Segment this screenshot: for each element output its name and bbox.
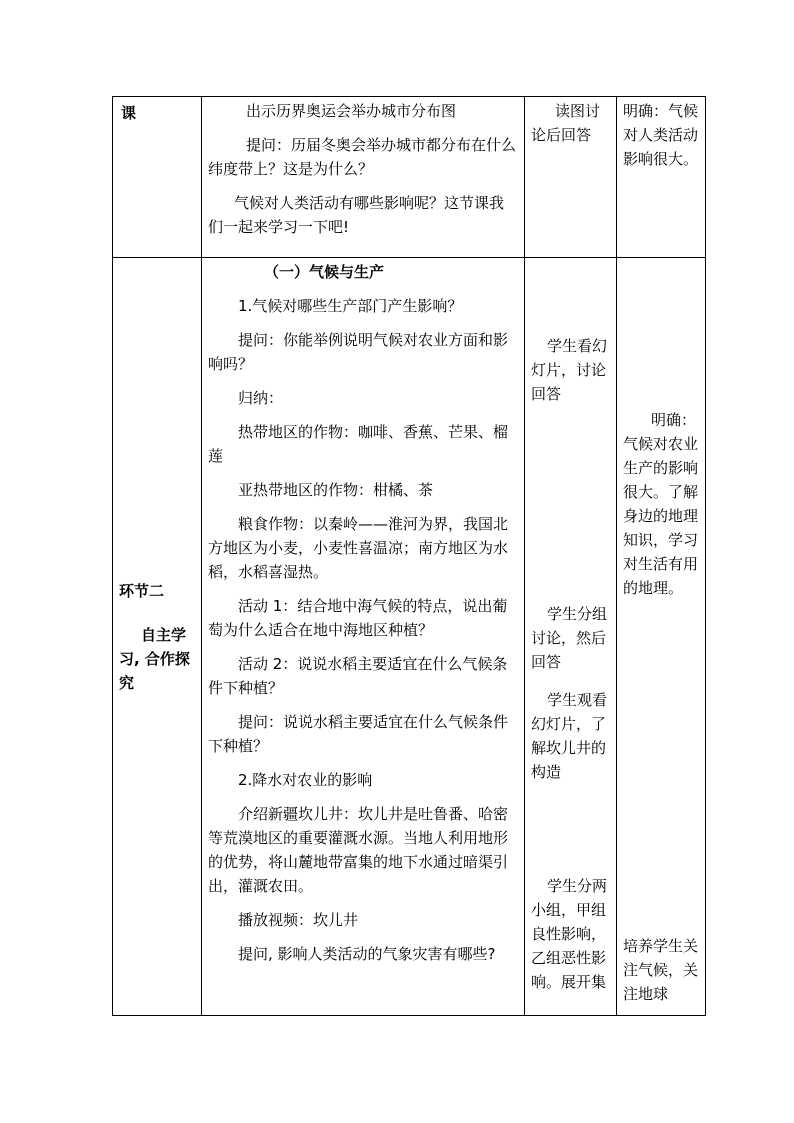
question-1: 提问：你能举例说明气候对农业方面和影响吗？ [208, 331, 509, 373]
grain-crops: 粮食作物：以秦岭——淮河为界，我国北方地区为小麦，小麦性喜温凉；南方地区为水稻，水稻喜湿热。 [208, 515, 509, 581]
summary-label: 归纳： [238, 389, 284, 407]
question-2: 提问：说说水稻主要适宜在什么气候条件下种植？ [208, 713, 509, 755]
stage-cell [113, 258, 202, 1016]
karez-intro: 介绍新疆坎儿井：坎儿井是吐鲁番、哈密等荒漠地区的重要灌溉水源。当地人利用地形的优势，将山麓地带富集的地下水通过暗渠引出，灌溉农田。 [208, 805, 509, 895]
question-text: 提问：历届冬奥会举办城市都分布在什么纬度带上？这是为什么？ [208, 136, 517, 178]
student-activity: 读图讨论后回答 [531, 102, 601, 144]
design-intent: 明确：气候对农业生产的影响很大。了解身边的地理知识，学习对生活有用的地理。 [623, 411, 699, 597]
point-2: 2.降水对农业的影响 [238, 771, 373, 789]
design-intent-cell [617, 258, 706, 1016]
point-1: 1.气候对哪些生产部门产生影响？ [238, 297, 463, 315]
transition-text: 气候对人类活动有哪些影响呢？这节课我们一起来学习一下吧! [208, 194, 505, 236]
stage-label: 环节二 [119, 581, 165, 600]
tropical-crops: 热带地区的作物：咖啡、香蕉、芒果、榴莲 [208, 423, 509, 465]
video-text: 播放视频：坎儿井 [238, 911, 359, 929]
section-heading: （一）气候与生产 [264, 263, 385, 281]
design-intent-cell [617, 97, 706, 258]
activity-2: 活动 2：说说水稻主要适宜在什么气候条件下种植？ [208, 655, 508, 697]
stage-label: 课 [121, 104, 137, 122]
subtropical-crops: 亚热带地区的作物：柑橘、茶 [238, 481, 434, 499]
lesson-plan-table [112, 96, 706, 1016]
map-display-text: 出示历界奥运会举办城市分布图 [246, 102, 457, 120]
table-row [113, 97, 706, 258]
table-row [113, 258, 706, 1016]
design-intent: 培养学生关注气候，关注地球 [623, 937, 699, 1003]
content-cell [202, 97, 525, 258]
content-cell [202, 258, 525, 1016]
activity-1: 活动 1：结合地中海气候的特点，说出葡萄为什么适合在地中海地区种植？ [208, 597, 508, 639]
design-intent: 明确：气候对人类活动影响很大。 [623, 102, 699, 168]
student-activity: 学生观看幻灯片，了解坎儿井的构造 [531, 691, 608, 781]
student-activity: 学生分组讨论，然后回答 [531, 605, 608, 671]
stage-cell [113, 97, 202, 258]
stage-title: 自主学习, 合作探究 [119, 625, 190, 692]
student-activity: 学生分两小组，甲组良性影响，乙组恶性影响。展开集 [531, 877, 608, 991]
question-3: 提问, 影响人类活动的气象灾害有哪些? [238, 945, 496, 963]
student-activity-cell [525, 97, 617, 258]
student-activity: 学生看幻灯片，讨论回答 [531, 337, 608, 403]
student-activity-cell [525, 258, 617, 1016]
